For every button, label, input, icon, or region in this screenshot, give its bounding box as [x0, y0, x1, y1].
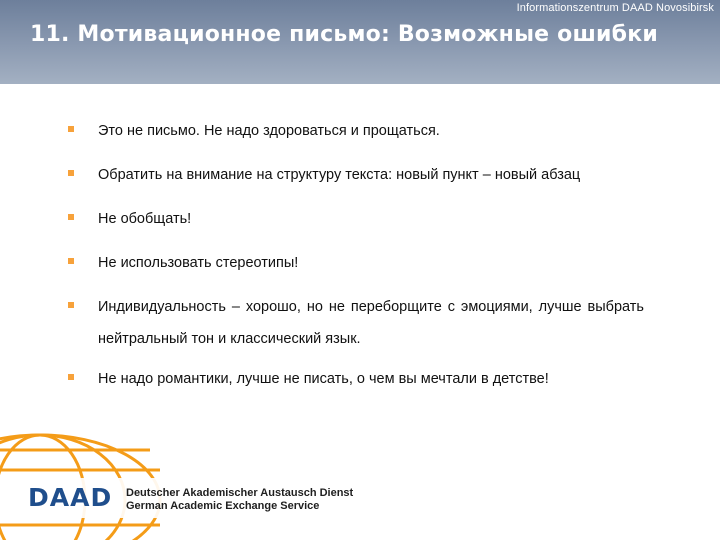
- bullet-marker: [68, 214, 74, 220]
- daad-name-english: German Academic Exchange Service: [126, 500, 320, 512]
- list-item: Не надо романтики, лучше не писать, о чем вы мечтали в детстве!: [98, 371, 549, 387]
- bullet-marker: [68, 170, 74, 176]
- bullet-marker: [68, 374, 74, 380]
- list-item: Это не письмо. Не надо здороваться и прощаться.: [98, 123, 440, 139]
- slide-header: [0, 0, 720, 84]
- bullet-marker: [68, 302, 74, 308]
- daad-name-german: Deutscher Akademischer Austausch Dienst: [126, 487, 354, 499]
- slide-title: 11. Мотивационное письмо: Возможные ошибки: [30, 22, 658, 47]
- organization-label: Informationszentrum DAAD Novosibirsk: [516, 2, 714, 14]
- list-item: Обратить на внимание на структуру текста: новый пункт – новый абзац: [98, 167, 581, 183]
- bullet-marker: [68, 258, 74, 264]
- list-item: Индивидуальность – хорошо, но не переборщите с эмоциями, лучше выбрать нейтральный тон и классический язык.: [98, 299, 644, 347]
- bullet-marker: [68, 126, 74, 132]
- list-item: Не обобщать!: [98, 211, 192, 227]
- daad-logo: DAAD: [28, 483, 113, 512]
- list-item: Не использовать стереотипы!: [98, 255, 299, 271]
